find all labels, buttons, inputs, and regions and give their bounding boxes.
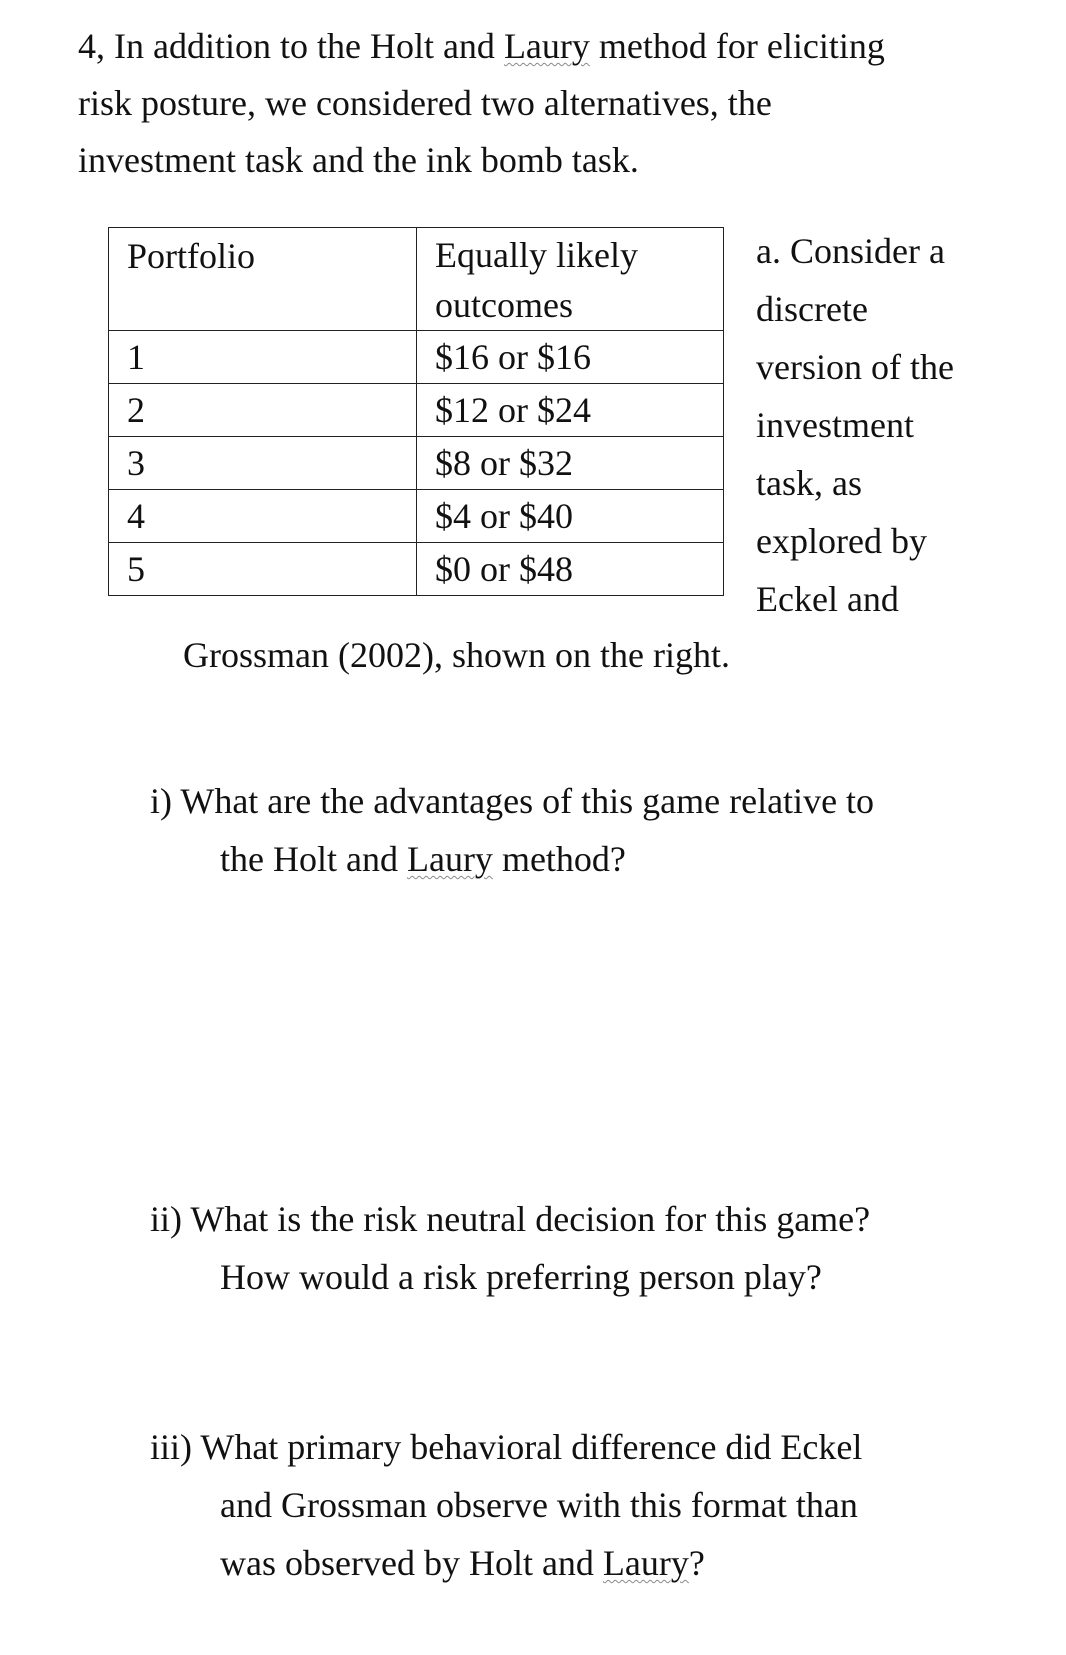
- intro-line-1-end: method for eliciting: [589, 26, 885, 66]
- portfolio-cell: 5: [109, 543, 417, 596]
- side-line: task, as: [756, 463, 862, 503]
- question-i-line-2-text: the Holt and: [220, 839, 407, 879]
- spellcheck-word-laury: Laury: [602, 1543, 689, 1583]
- question-i: [150, 772, 970, 888]
- intro-line-1: [78, 18, 978, 75]
- question-iii-line-1: iii) What primary behavioral difference did Eckel: [150, 1427, 863, 1467]
- side-line: discrete: [756, 289, 868, 329]
- part-a-continuation: Grossman (2002), shown on the right.: [183, 635, 730, 675]
- question-iii-line-2: and Grossman observe with this format than: [220, 1485, 858, 1525]
- question-ii-line-1: ii) What is the risk neutral decision for this game?: [150, 1199, 871, 1239]
- question-iii: [150, 1418, 970, 1592]
- question-i-line-2: [150, 830, 970, 888]
- table-row: [109, 437, 724, 490]
- side-line: a. Consider a: [756, 231, 945, 271]
- question-iii-line-3-end: ?: [688, 1543, 705, 1583]
- spellcheck-word-laury: Laury: [503, 26, 590, 66]
- side-line: version of the: [756, 347, 954, 387]
- intro-line-3: investment task and the ink bomb task.: [78, 140, 639, 180]
- table-row: [109, 384, 724, 437]
- spellcheck-word-laury: Laury: [406, 839, 493, 879]
- portfolio-cell: 2: [109, 384, 417, 437]
- header-outcomes: Equally likely outcomes: [417, 228, 724, 331]
- question-iii-line-3: [150, 1534, 970, 1592]
- table-row: [109, 490, 724, 543]
- outcomes-cell: $16 or $16: [417, 331, 724, 384]
- side-line: investment: [756, 405, 914, 445]
- portfolio-cell: 3: [109, 437, 417, 490]
- table-row: [109, 543, 724, 596]
- outcomes-cell: $8 or $32: [417, 437, 724, 490]
- problem-intro: [78, 18, 978, 189]
- side-line: Eckel and: [756, 579, 899, 619]
- header-portfolio: Portfolio: [109, 228, 417, 331]
- question-ii: [150, 1190, 970, 1306]
- portfolio-cell: 1: [109, 331, 417, 384]
- portfolio-table: [108, 227, 724, 596]
- question-iii-line-3-text: was observed by Holt and: [220, 1543, 603, 1583]
- outcomes-cell: $4 or $40: [417, 490, 724, 543]
- side-line: explored by: [756, 521, 927, 561]
- intro-line-1-text: 4, In addition to the Holt and: [78, 26, 504, 66]
- outcomes-cell: $12 or $24: [417, 384, 724, 437]
- portfolio-cell: 4: [109, 490, 417, 543]
- table-row: [109, 331, 724, 384]
- question-i-line-2-end: method?: [492, 839, 626, 879]
- intro-line-2: risk posture, we considered two alternatives, the: [78, 83, 772, 123]
- question-i-line-1: i) What are the advantages of this game relative to: [150, 781, 875, 821]
- question-ii-line-2: How would a risk preferring person play?: [220, 1257, 822, 1297]
- outcomes-cell: $0 or $48: [417, 543, 724, 596]
- table-header-row: [109, 228, 724, 331]
- part-a-side-text: [756, 222, 996, 628]
